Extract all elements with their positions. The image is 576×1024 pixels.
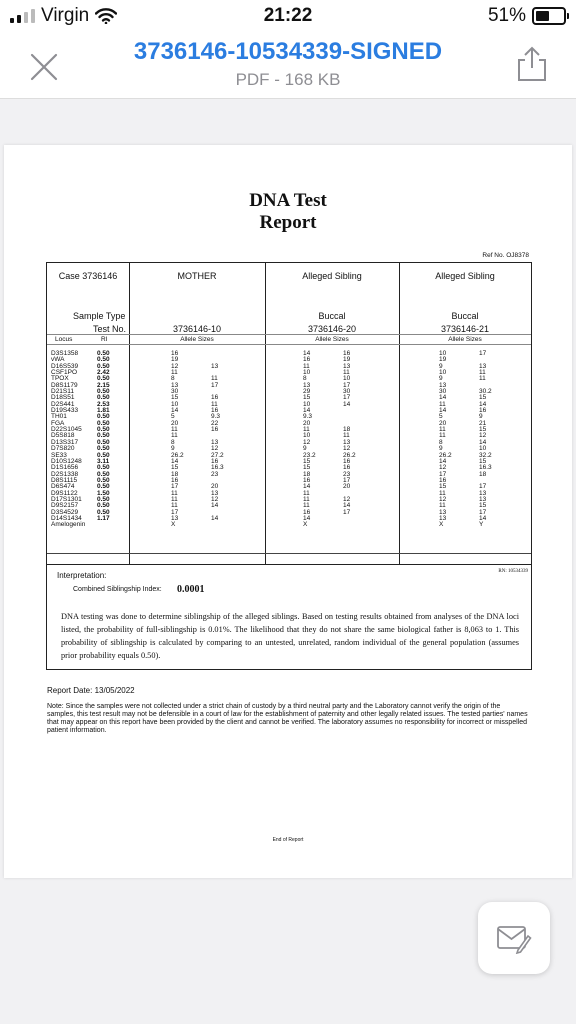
allele-cell: 13 [439,508,447,516]
allele-cell: 11 [439,489,446,497]
ri-cell: 2.42 [97,369,110,377]
allele-cell: 23.2 [303,451,316,459]
allele-cell: 20 [439,419,447,427]
allele-cell: 15 [439,483,447,491]
allele-cell: 19 [439,356,447,364]
locus-cell: D1S1656 [51,464,79,472]
interpretation-label: Interpretation: [57,571,107,580]
locus-cell: D6S474 [51,483,75,491]
allele-cell: 16 [303,508,311,516]
locus-cell: D22S1045 [51,426,82,434]
allele-cell: 11 [343,369,350,377]
allele-cell: 11 [439,432,446,440]
allele-cell: 14 [303,407,311,415]
allele-cell: 13 [211,362,219,370]
ri-cell: 0.50 [97,464,110,472]
allele-cell: 10 [303,400,311,408]
locus-cell: D8S1115 [51,476,78,484]
allele-cell: 26.2 [439,451,452,459]
share-icon[interactable] [514,46,550,82]
file-title: 3736146-10534339-SIGNED [133,38,443,65]
allele-cell: 16 [211,426,219,434]
end-of-report: End of Report [272,837,304,843]
allele-cell: 17 [439,470,447,478]
locus-cell: D3S1358 [51,350,79,357]
clock: 21:22 [263,5,313,26]
allele-cell: 12 [303,438,311,446]
ri-cell: 0.50 [97,350,110,357]
allele-cell: 10 [303,369,311,377]
allele-cell: 18 [303,470,311,478]
allele-cell: 13 [479,362,487,370]
allele-cell: 14 [479,438,487,446]
allele-cell: 13 [439,514,447,522]
interpretation-paragraph: DNA testing was done to determine siblingship of the alleged siblings. Based on testing results obtained from analyses of the DNA loci listed, the probability of full-siblingship is 0.01%. The likelihood that they do not share the same biological father is 8,063 to 1. This probability of siblingship is calculated by comparing to an untested, unrelated, random individual of the general population (assumes prior probability equals 0.50). [61,612,519,660]
allele-cell: X [439,521,444,529]
sibling2-sample-type: Buccal [451,311,479,321]
allele-cell: X [303,521,308,529]
ri-cell: 0.50 [97,362,110,370]
allele-cell: 29 [303,388,311,396]
allele-cell: 9 [439,375,443,383]
locus-header: Locus [55,336,73,343]
allele-cell: 12 [343,445,351,453]
allele-cell: 9 [303,445,307,453]
allele-cell: 30 [439,388,447,396]
rn-number: RN: 10534339 [498,569,528,574]
allele-cell: 14 [171,457,179,465]
battery-icon [532,7,566,25]
locus-cell: D2S441 [51,400,75,408]
allele-cell: 13 [343,362,351,370]
battery-percent: 51% [487,5,526,26]
allele-cell: 11 [171,495,178,503]
allele-cell: 15 [303,394,311,402]
allele-cell: 22 [211,419,219,427]
allele-cell: 10 [303,432,311,440]
locus-cell: D19S433 [51,407,79,415]
allele-cell: 16 [303,356,311,364]
locus-cell: D17S1301 [51,495,82,503]
allele-cell: 19 [343,356,351,364]
allele-cell: 16 [211,457,219,465]
ri-cell: 0.50 [97,356,110,364]
allele-cell: 11 [303,426,310,434]
table-row [51,522,531,528]
allele-cell: 17 [479,350,487,357]
locus-cell: D14S1434 [51,514,82,522]
viewer-header [0,32,576,99]
allele-cell: 11 [343,432,350,440]
allele-cell: 11 [479,369,486,377]
ri-cell: 2.15 [97,381,110,389]
sibling2-test-no: 3736146-21 [440,324,490,334]
ri-cell: 0.50 [97,388,110,396]
allele-cell: 11 [303,362,310,370]
disclaimer-note: Note: Since the samples were not collected under a strict chain of custody by a third neutral party and the Laboratory cannot verify the origin of the samples, this test result may not be defensible in a court of law for the establishment of paternity and other legally related issues. The tested parties' names that may appear on this report have been provided by the client and cannot be verified. The laboratory assumes no responsibility for incorrect or misspelled patient information. [47,703,528,734]
allele-cell: 8 [439,438,443,446]
allele-cell: 19 [171,356,179,364]
allele-cell: 20 [171,419,179,427]
allele-cell: 12 [439,495,447,503]
sibling1-allele-header: Allele Sizes [315,336,349,343]
allele-cell: 12 [171,362,179,370]
allele-cell: 14 [211,502,219,510]
allele-cell: 14 [439,394,447,402]
ri-cell: 0.50 [97,445,110,453]
locus-cell: D3S4529 [51,508,79,516]
allele-cell: 9 [479,413,483,421]
ri-cell: 0.50 [97,413,110,421]
allele-cell: 26.2 [343,451,356,459]
csi-value: 0.0001 [177,584,205,595]
ri-cell: 3.11 [97,457,110,465]
allele-cell: 16 [171,350,179,357]
allele-cell: 23 [211,470,219,478]
sample-type-label: Sample Type [73,311,126,321]
allele-cell: 17 [171,508,179,516]
battery-status [488,5,566,27]
allele-cell: 16.3 [211,464,224,472]
allele-cell: 20 [343,483,351,491]
ri-cell: 0.50 [97,508,110,516]
ri-cell: 0.50 [97,432,110,440]
allele-cell: 20 [211,483,219,491]
allele-cell: X [171,521,176,529]
allele-cell: 16 [343,464,351,472]
allele-cell: 11 [171,369,178,377]
allele-cell: 16 [211,407,219,415]
allele-cell: 11 [439,400,446,408]
ref-number: Ref No. OJ8378 [482,252,529,259]
file-info: PDF - 168 KB [235,70,341,89]
locus-cell: D9S2157 [51,502,79,510]
ri-cell: 0.50 [97,394,110,402]
sibling1-sample-type: Buccal [318,311,346,321]
allele-cell: 32.2 [479,451,492,459]
allele-cell: 8 [171,375,175,383]
locus-cell: D7S820 [51,445,75,453]
allele-cell: 13 [211,438,219,446]
ri-cell: 0.50 [97,483,110,491]
allele-cell: 18 [343,426,351,434]
locus-cell: D16S539 [51,362,79,370]
ri-cell: 0.50 [97,451,110,459]
allele-cell: 16 [303,476,311,484]
allele-cell: 15 [479,394,487,402]
allele-cell: 13 [479,489,487,497]
interpretation-box [46,563,532,670]
allele-cell: 9.3 [211,413,221,421]
mother-test-no: 3736146-10 [172,324,222,334]
allele-cell: 11 [171,502,178,510]
allele-cell: 30.2 [479,388,492,396]
locus-cell: CSF1PO [51,369,78,377]
allele-cell: 11 [211,400,218,408]
locus-cell: D5S818 [51,432,75,440]
allele-cell: 13 [211,489,219,497]
allele-cell: 16 [343,350,351,357]
allele-cell: 9.3 [303,413,313,421]
locus-cell: TH01 [51,413,67,421]
allele-cell: 9 [439,445,443,453]
allele-cell: 16 [211,394,219,402]
ri-cell: 0.50 [97,476,110,484]
allele-cell: 13 [439,381,447,389]
allele-cell: 21 [479,419,487,427]
ri-cell: 0.50 [97,495,110,503]
mail-signature-icon [496,922,532,954]
allele-cell: 5 [439,413,443,421]
allele-cell: 11 [211,375,218,383]
sibling2-header: Alleged Sibling [435,271,495,281]
allele-cell: 26.2 [171,451,184,459]
allele-cell: 8 [303,375,307,383]
allele-cell: 12 [439,464,447,472]
allele-cell: 11 [171,426,178,434]
allele-cell: 11 [479,375,486,383]
allele-cell: 13 [479,495,487,503]
ri-cell: 0.50 [97,470,110,478]
allele-cell: 16 [171,476,179,484]
allele-cell: 14 [343,400,351,408]
allele-cell: 17 [343,508,351,516]
allele-cell: 17 [171,483,179,491]
ri-cell: 1.17 [97,514,110,522]
sibling2-allele-header: Allele Sizes [448,336,482,343]
allele-cell: 17 [479,483,487,491]
allele-cell: 11 [439,426,446,434]
allele-cell: 13 [343,438,351,446]
test-no-label: Test No. [93,324,127,334]
allele-cell: 10 [171,400,179,408]
results-table [46,262,532,565]
ri-cell: 1.50 [97,489,110,497]
sibling1-test-no: 3736146-20 [307,324,357,334]
locus-cell: D8S1179 [51,381,78,389]
allele-cell: 14 [479,514,487,522]
allele-cell: 15 [171,464,179,472]
allele-cell: 15 [479,426,487,434]
allele-cell: 18 [171,470,179,478]
allele-cell: 16.3 [479,464,492,472]
allele-cell: 11 [303,489,310,497]
allele-cell: 14 [303,483,311,491]
allele-cell: 14 [171,407,179,415]
allele-cell: 15 [479,502,487,510]
allele-cell: 13 [303,381,311,389]
allele-cell: 12 [479,432,487,440]
allele-cell: 13 [171,381,179,389]
allele-cell: 14 [439,457,447,465]
locus-cell: D2S1338 [51,470,79,478]
mother-header: MOTHER [177,271,217,281]
allele-cell: 10 [343,375,351,383]
report-date: Report Date: 13/05/2022 [47,686,135,695]
allele-cell: 11 [303,502,310,510]
allele-cell: 15 [303,464,311,472]
locus-cell: D21S11 [51,388,75,396]
allele-cell: 14 [343,502,351,510]
allele-cell: 16 [343,457,351,465]
allele-cell: 20 [303,419,311,427]
ri-header: RI [101,336,108,343]
allele-cell: 14 [303,514,311,522]
report-title: DNA Test Report [249,190,327,233]
ri-cell: 2.53 [97,400,110,408]
ri-cell: 0.50 [97,502,110,510]
allele-cell: 12 [211,495,219,503]
allele-cell: 8 [171,438,175,446]
allele-cell: 30 [171,388,179,396]
allele-cell: 11 [439,502,446,510]
carrier-name: Virgin [41,5,90,26]
pdf-page[interactable] [4,145,572,878]
allele-cell: 13 [171,514,179,522]
ri-cell: 0.50 [97,419,110,427]
sibling1-header: Alleged Sibling [302,271,362,281]
allele-cell: 16 [439,476,447,484]
ri-cell: 0.50 [97,375,110,383]
ri-cell: 0.50 [97,426,110,434]
allele-cell: 11 [171,432,178,440]
allele-cell: 15 [479,457,487,465]
mother-allele-header: Allele Sizes [180,336,214,343]
allele-cell: 16 [479,407,487,415]
allele-cell: 10 [439,350,447,357]
allele-cell: 5 [171,413,175,421]
allele-cell: 17 [211,381,219,389]
allele-cell: 10 [479,445,487,453]
locus-cell: TPOX [51,375,69,383]
allele-cell: Y [479,521,484,529]
allele-cell: 30 [343,388,351,396]
allele-cell: 11 [171,489,178,497]
locus-cell: D18S51 [51,394,75,402]
allele-cell: 14 [211,514,219,522]
allele-cell: 10 [439,369,447,377]
allele-cell: 12 [211,445,219,453]
locus-cell: D13S317 [51,438,79,446]
allele-cell: 17 [343,381,351,389]
allele-cell: 23 [343,470,351,478]
allele-cell: 15 [171,394,179,402]
allele-cell: 9 [171,445,175,453]
locus-cell: FGA [51,419,65,427]
locus-cell: D10S1248 [51,457,82,465]
ri-cell: 1.81 [97,407,110,415]
allele-cell: 17 [343,476,351,484]
allele-cell: 9 [439,362,443,370]
locus-cell: D9S1122 [51,489,78,497]
allele-cell: 12 [343,495,351,503]
allele-cell: 14 [439,407,447,415]
markup-button[interactable] [478,902,550,974]
allele-cell: 14 [479,400,487,408]
allele-cell: 27.2 [211,451,224,459]
case-label: Case 3736146 [58,271,118,281]
allele-cell: 14 [303,350,311,357]
allele-cell: 15 [303,457,311,465]
locus-cell: SE33 [51,451,67,459]
allele-cell: 11 [303,495,310,503]
status-bar [0,0,576,32]
ri-cell: 0.50 [97,438,110,446]
locus-cell: Amelogenin [51,521,86,529]
locus-cell: vWA [51,356,65,364]
csi-label: Combined Siblingship Index: [73,586,162,593]
allele-cell: 18 [479,470,487,478]
allele-cell: 17 [479,508,487,516]
allele-cell: 17 [343,394,351,402]
locus-rows [51,351,531,529]
